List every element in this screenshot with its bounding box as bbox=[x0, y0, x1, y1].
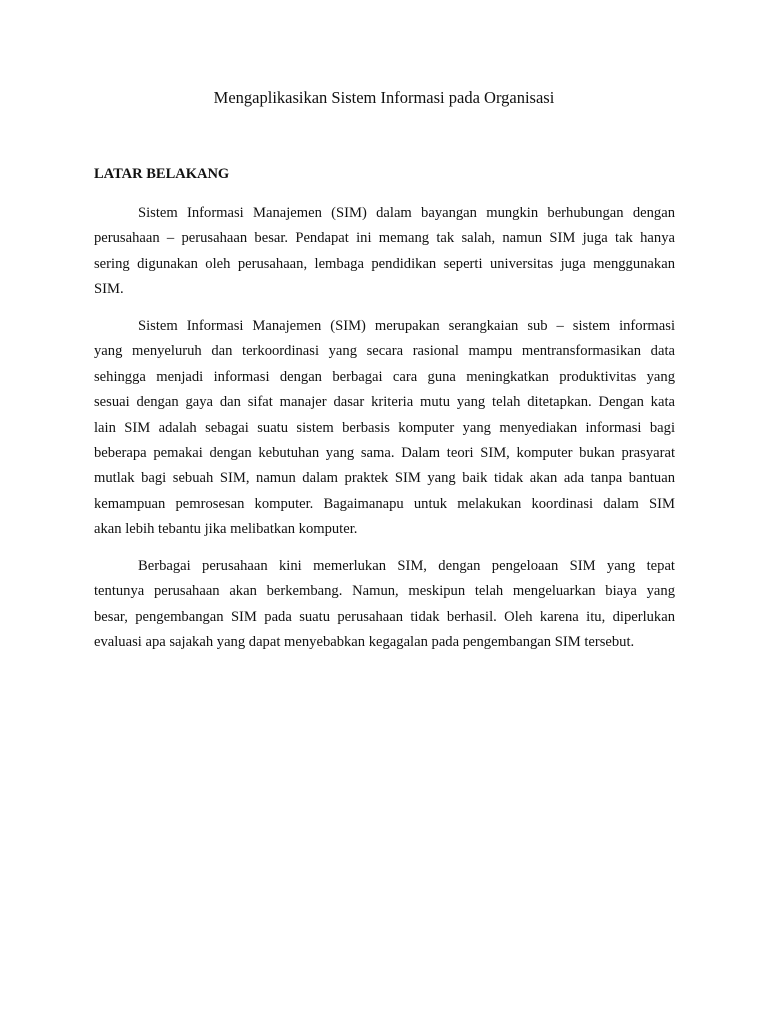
text-line: SIM. bbox=[94, 281, 124, 298]
text-line: Sistem Informasi Manajemen (SIM) merupakan serangkaian sub – sistem informasi bbox=[138, 318, 675, 334]
text-line: besar, pengembangan SIM pada suatu perusahaan tidak berhasil. Oleh karena itu, diperlukan bbox=[94, 608, 675, 625]
text-line: tentunya perusahaan akan berkembang. Namun, meskipun telah mengeluarkan biaya yang bbox=[94, 583, 675, 600]
text-line: kemampuan pemrosesan komputer. Bagaimanapu untuk melakukan koordinasi dalam SIM bbox=[94, 495, 675, 512]
paragraph-2 bbox=[94, 314, 675, 543]
text-line: beberapa pemakai dengan kebutuhan yang sama. Dalam teori SIM, komputer bukan prasyarat bbox=[94, 444, 675, 461]
text-line: sesuai dengan gaya dan sifat manajer dasar kriteria mutu yang telah ditetapkan. Dengan kata bbox=[94, 394, 675, 411]
text-line: Berbagai perusahaan kini memerlukan SIM, dengan pengeloaan SIM yang tepat bbox=[138, 558, 675, 574]
text-line: lain SIM adalah sebagai suatu sistem berbasis komputer yang menyediakan informasi bagi bbox=[94, 419, 675, 436]
text-line: evaluasi apa sajakah yang dapat menyebabkan kegagalan pada pengembangan SIM tersebut. bbox=[94, 634, 635, 651]
paragraph-1 bbox=[94, 201, 675, 303]
section-heading: LATAR BELAKANG bbox=[94, 166, 230, 182]
paragraph-3 bbox=[94, 554, 675, 656]
text-line: sering digunakan oleh perusahaan, lembaga pendidikan seperti universitas juga menggunakan bbox=[94, 255, 675, 272]
text-line: akan lebih tebantu jika melibatkan komputer. bbox=[94, 521, 358, 538]
text-line: Sistem Informasi Manajemen (SIM) dalam bayangan mungkin berhubungan dengan bbox=[138, 205, 675, 221]
text-line: mutlak bagi sebuah SIM, namun dalam praktek SIM yang baik tidak akan ada tanpa bantuan bbox=[94, 470, 675, 487]
text-line: yang menyeluruh dan terkoordinasi yang secara rasional mampu mentransformasikan data bbox=[94, 343, 675, 360]
text-line: perusahaan – perusahaan besar. Pendapat ini memang tak salah, namun SIM juga tak hanya bbox=[94, 230, 675, 247]
document-title: Mengaplikasikan Sistem Informasi pada Organisasi bbox=[213, 88, 555, 107]
text-line: sehingga menjadi informasi dengan berbagai cara guna meningkatkan produktivitas yang bbox=[94, 368, 675, 385]
